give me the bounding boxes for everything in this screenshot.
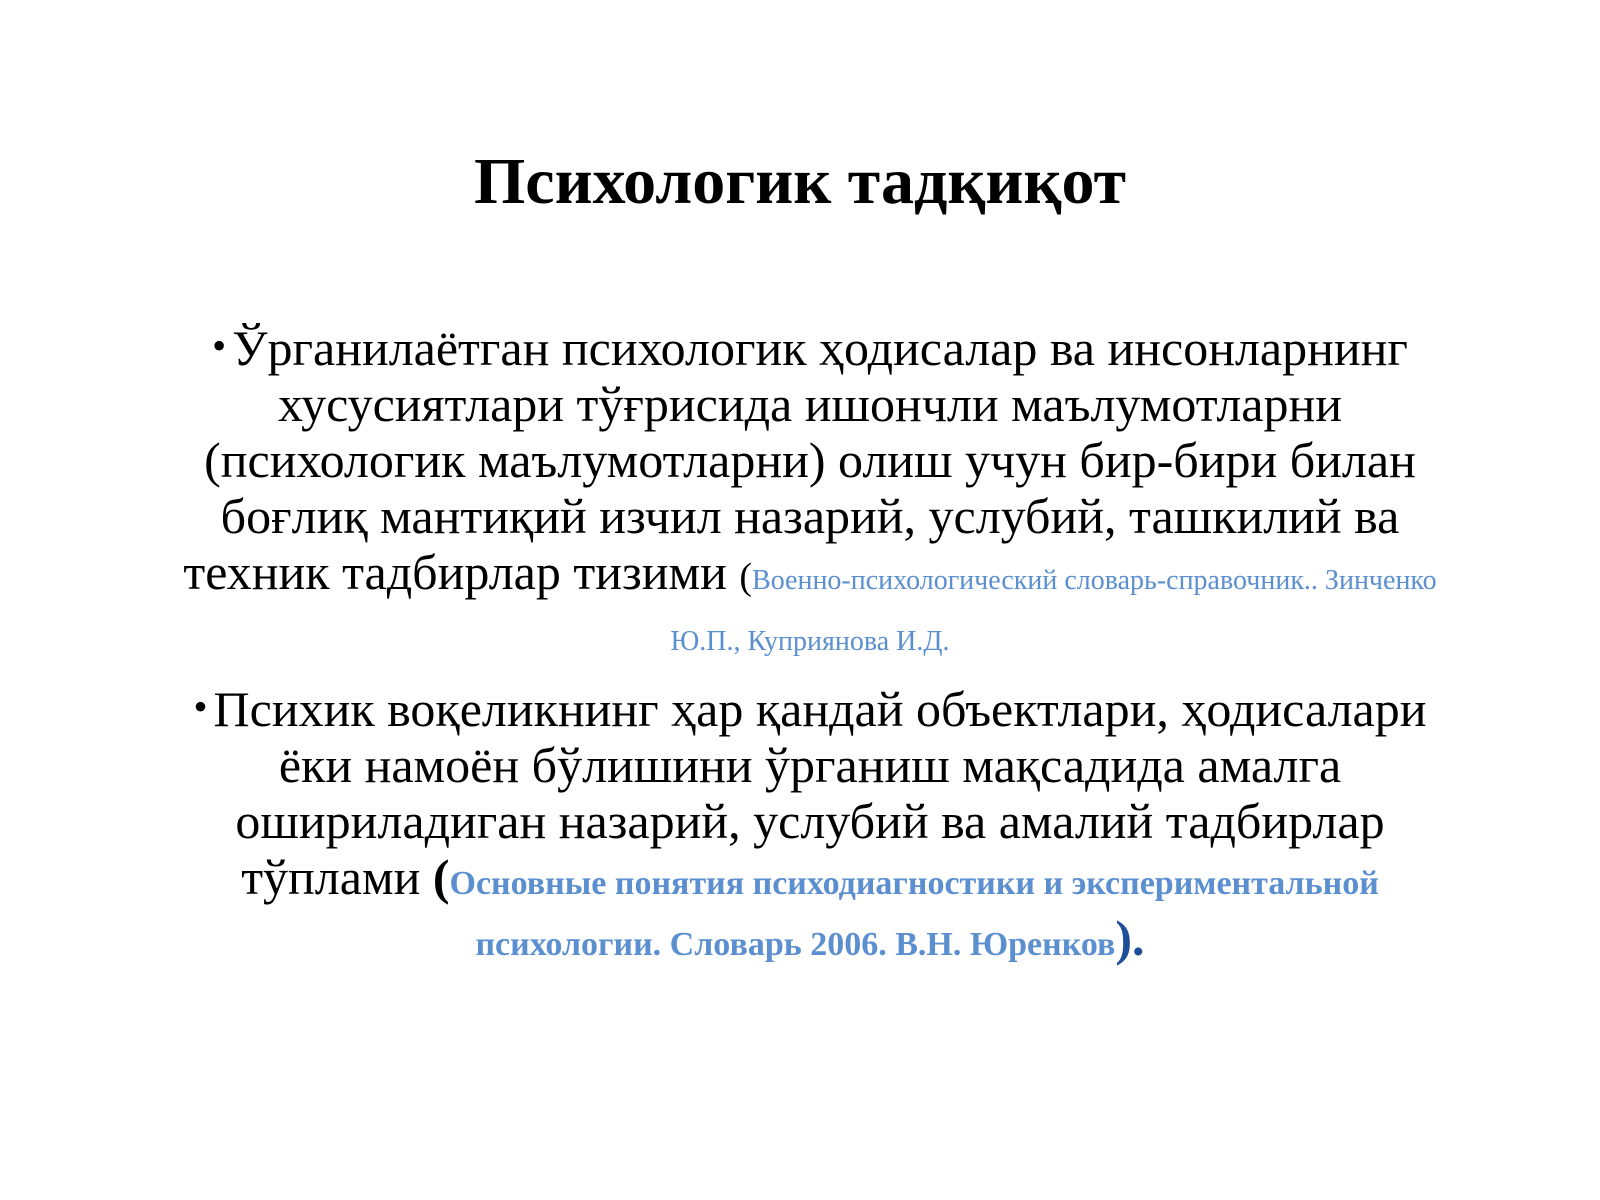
citation-source: Военно-психологический словарь-справочник.. Зинченко Ю.П., Куприянова И.Д.: [670, 565, 1437, 657]
bullet-list: [160, 318, 1460, 971]
bullet-item-definition-2: [160, 679, 1460, 971]
open-parenthesis: (: [739, 556, 753, 598]
citation-source: Основные понятия психодиагностики и экспериментальной психологии. Словарь 2006. В.Н. Юренков: [449, 865, 1379, 963]
bullet-text: Ўрганилаётган психологик ҳодисалар ва инсонларнинг хусусиятлари тўғрисида ишончли маълумотларни (психологик маълумотларни) олиш учун бир-бири билан боғлиқ мантиқий изчил назарий, услубий, ташкилий ва техник тадбирлар тизими: [183, 320, 1416, 600]
slide-title: Психологик тадқиқот: [473, 145, 1127, 218]
open-parenthesis: (: [432, 849, 450, 905]
close-parenthesis: ).: [1115, 910, 1145, 966]
bullet-icon: •: [212, 323, 227, 368]
bullet-text: Психик воқеликнинг ҳар қандай объектлари, ҳодисалари ёки намоён бўлишини ўрганиш мақсадида амалга ошириладиган назарий, услубий ва амалий тадбирлар тўплами: [213, 681, 1427, 905]
bullet-item-definition-1: [160, 318, 1460, 661]
bullet-icon: •: [193, 684, 208, 729]
